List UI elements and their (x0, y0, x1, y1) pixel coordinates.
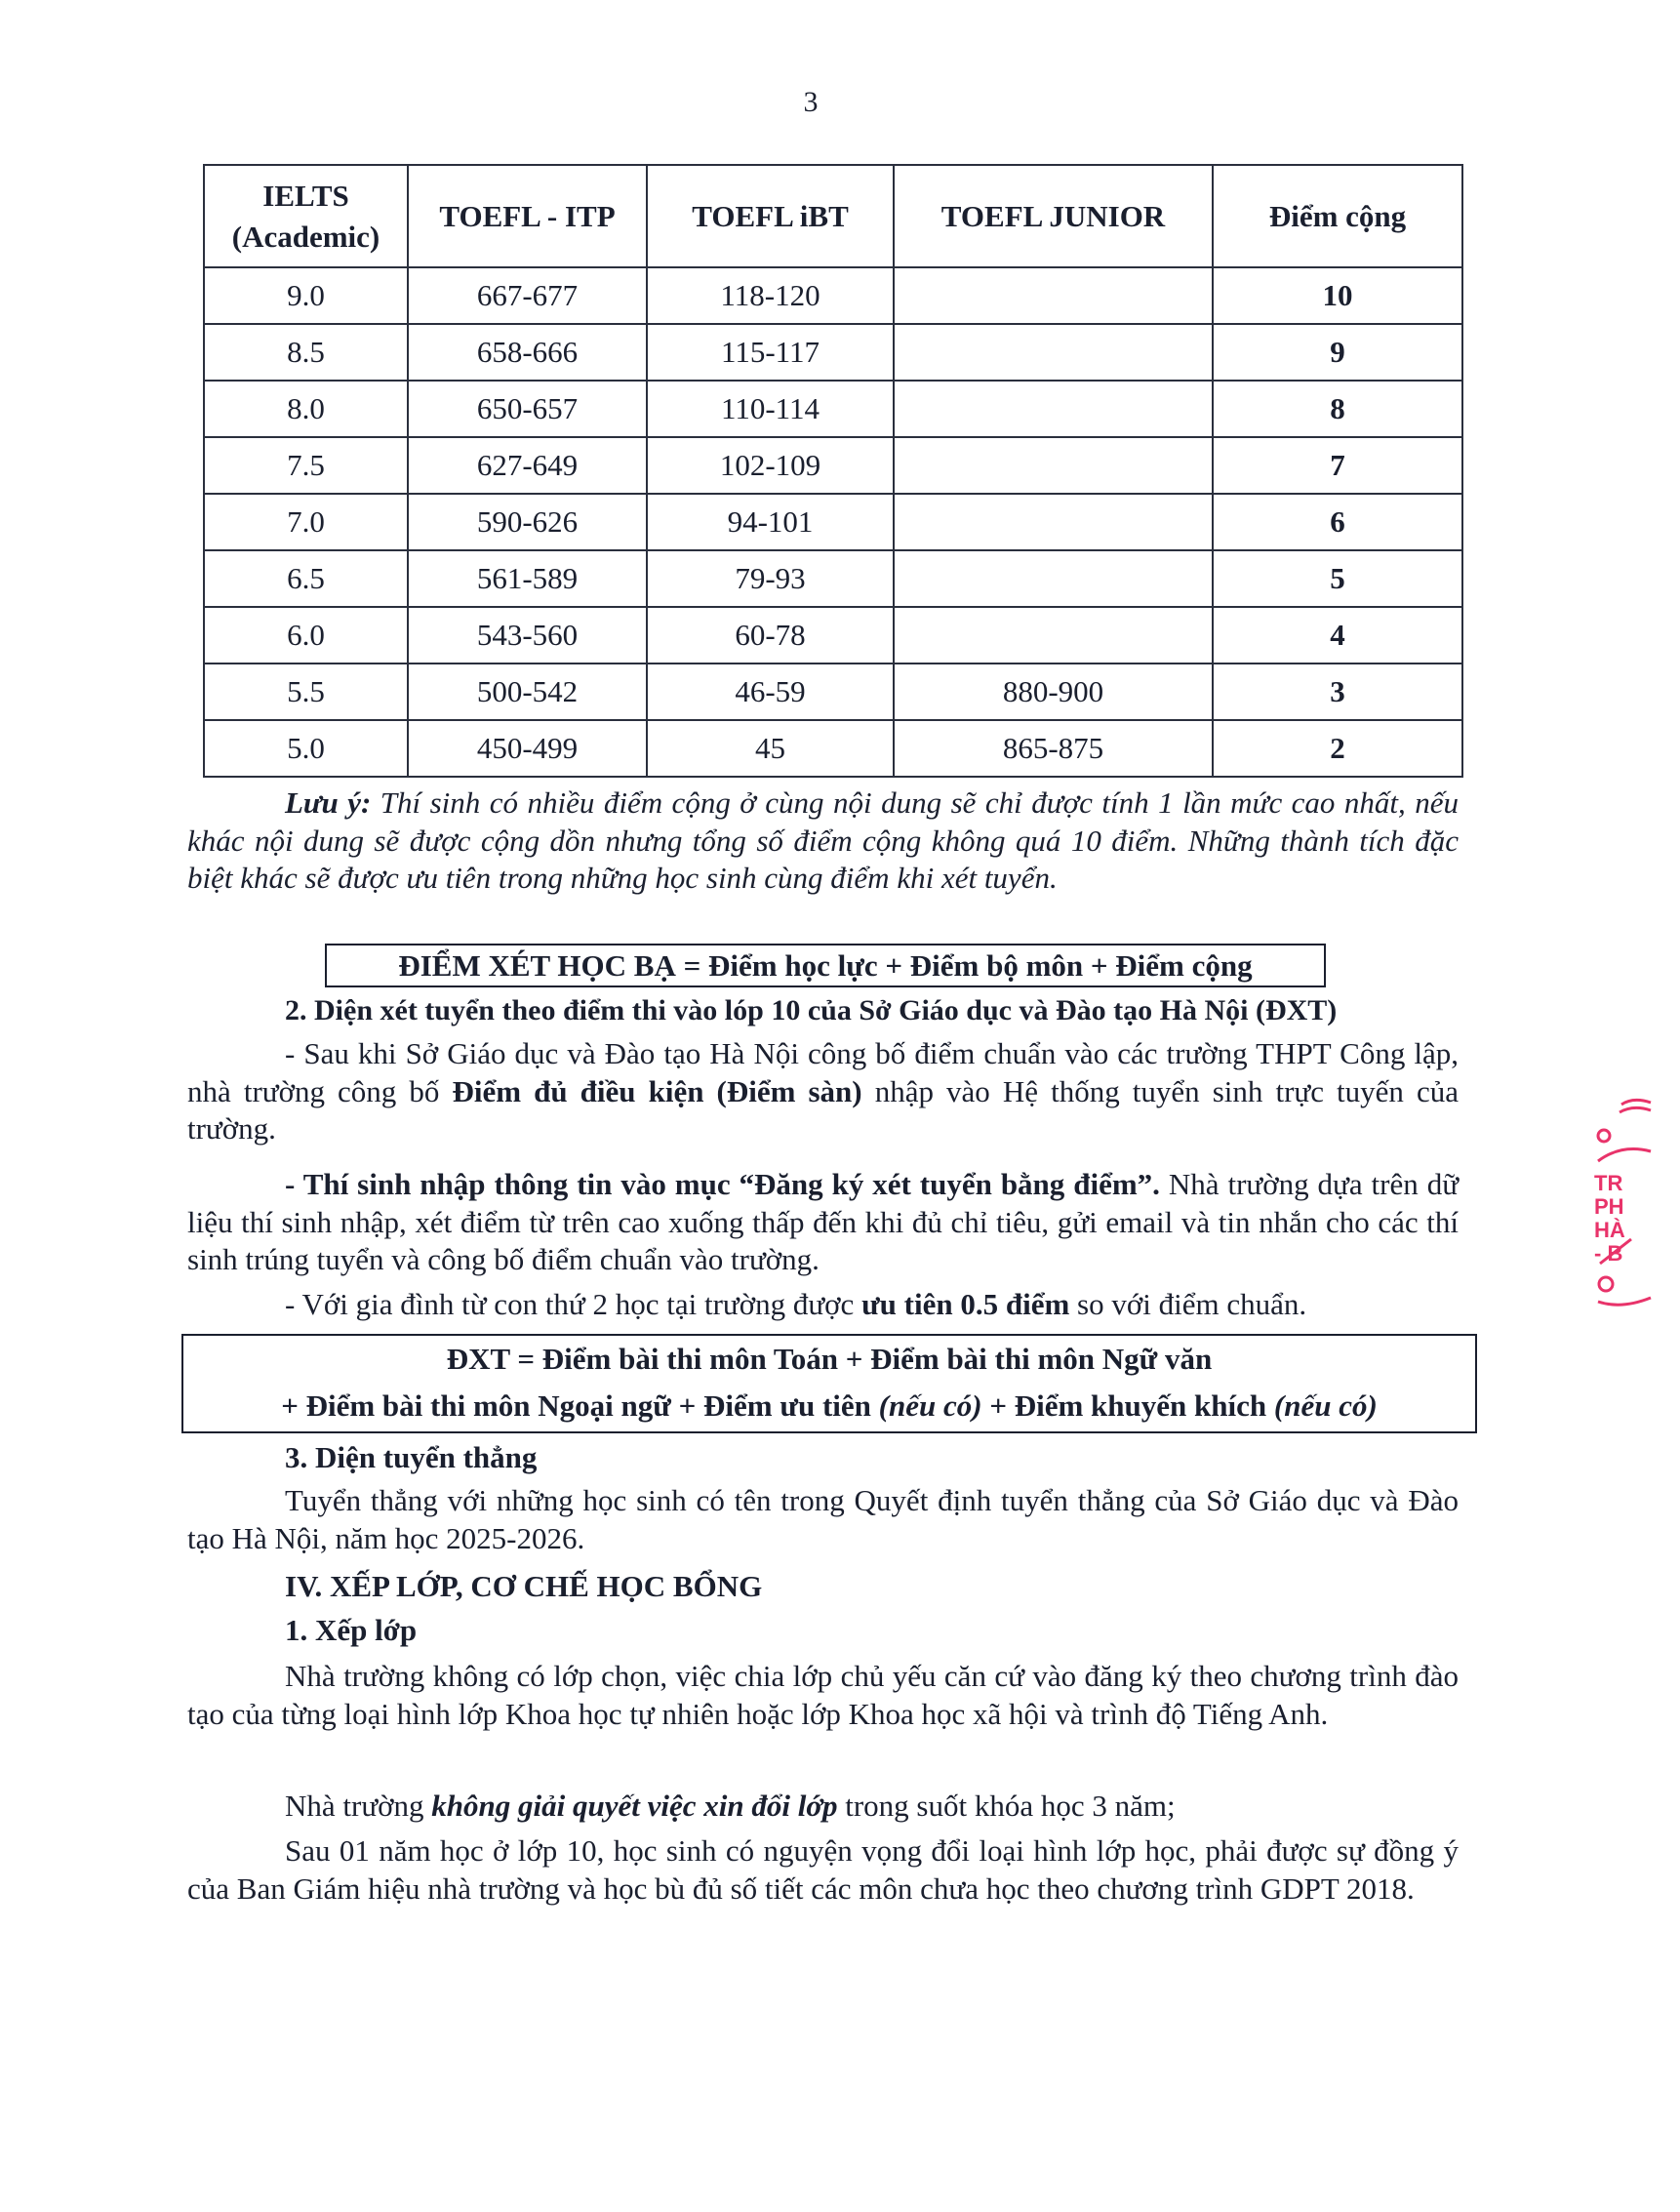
cell-diem-cong: 9 (1213, 324, 1462, 381)
cell-toefl-junior: 865-875 (894, 720, 1213, 777)
cell-toefl-junior (894, 607, 1213, 664)
section2-heading: 2. Diện xét tuyển theo điểm thi vào lóp 10 của Sở Giáo dục và Đào tạo Hà Nội (ĐXT) (285, 994, 1338, 1026)
section3-heading: 3. Diện tuyển thẳng (285, 1440, 538, 1474)
cell-ielts: 6.5 (204, 550, 408, 607)
p1-text-a: - Sau khi Sở Giáo dục và Đào tạo Hà Nội công bố điểm chuẩn vào các trường THPT Công lập, nhà trường công bố (187, 1036, 1459, 1108)
cell-toefl-itp: 450-499 (408, 720, 647, 777)
cell-diem-cong: 7 (1213, 437, 1462, 494)
section2-paragraph1 (187, 1035, 1459, 1148)
header-toefl-ibt: TOEFL iBT (647, 165, 894, 267)
cell-ielts: 8.5 (204, 324, 408, 381)
p2-text: Nhà trường dựa trên dữ liệu thí sinh nhập, xét điểm từ trên cao xuống thấp đến khi đủ chỉ tiêu, gửi email và tin nhắn cho các thí sinh trúng tuyển và công bố điểm chuẩn vào trường. (187, 1167, 1459, 1276)
cell-toefl-itp: 543-560 (408, 607, 647, 664)
section4-sub1-heading: 1. Xếp lớp (285, 1613, 418, 1647)
cell-ielts: 8.0 (204, 381, 408, 437)
p3-text-a: - Với gia đình từ con thứ 2 học tại trường được (285, 1287, 862, 1321)
table-header-row (204, 165, 1462, 267)
cell-toefl-junior (894, 494, 1213, 550)
cell-ielts: 5.0 (204, 720, 408, 777)
table-row (204, 381, 1462, 437)
cell-toefl-itp: 650-657 (408, 381, 647, 437)
section4-paragraph1: Nhà trường không có lớp chọn, việc chia lớp chủ yếu căn cứ vào đăng ký theo chương trình đào tạo của từng loại hình lớp Khoa học tự nhiên hoặc lớp Khoa học xã hội và trình độ Tiếng Anh. (187, 1659, 1459, 1731)
cell-toefl-junior (894, 437, 1213, 494)
cell-toefl-itp: 561-589 (408, 550, 647, 607)
formula-dxt-line1: ĐXT = Điểm bài thi môn Toán + Điểm bài thi môn Ngữ văn (446, 1342, 1213, 1376)
header-ielts-line2: (Academic) (231, 219, 380, 254)
cell-diem-cong: 3 (1213, 664, 1462, 720)
cell-toefl-ibt: 45 (647, 720, 894, 777)
header-toefl-junior: TOEFL JUNIOR (894, 165, 1213, 267)
cell-toefl-junior (894, 267, 1213, 324)
stamp-text: - B (1594, 1241, 1623, 1266)
cell-diem-cong: 6 (1213, 494, 1462, 550)
cell-toefl-ibt: 110-114 (647, 381, 894, 437)
p2-a: Nhà trường (285, 1789, 432, 1823)
p2-text-bold: - Thí sinh nhập thông tin vào mục “Đăng ký xét tuyển bằng điểm”. (285, 1167, 1160, 1201)
line2-a: + Điểm bài thi môn Ngoại ngữ + Điểm ưu tiên (281, 1388, 879, 1423)
cell-toefl-itp: 627-649 (408, 437, 647, 494)
cell-toefl-junior: 880-900 (894, 664, 1213, 720)
p2-c: trong suốt khóa học 3 năm; (837, 1789, 1176, 1823)
cell-diem-cong: 5 (1213, 550, 1462, 607)
cell-toefl-itp: 658-666 (408, 324, 647, 381)
cell-toefl-itp: 500-542 (408, 664, 647, 720)
cell-diem-cong: 2 (1213, 720, 1462, 777)
table-row (204, 494, 1462, 550)
table-row (204, 720, 1462, 777)
formula-hoc-ba-box: ĐIỂM XÉT HỌC BẠ = Điểm học lực + Điểm bộ môn + Điểm cộng (325, 944, 1326, 987)
score-conversion-table (203, 164, 1463, 778)
cell-toefl-ibt: 118-120 (647, 267, 894, 324)
cell-toefl-ibt: 79-93 (647, 550, 894, 607)
section3-paragraph: Tuyển thẳng với những học sinh có tên trong Quyết định tuyển thẳng của Sở Giáo dục và Đào tạo Hà Nội, năm học 2025-2026. (187, 1483, 1459, 1555)
p3-text-bold: ưu tiên 0.5 điểm (861, 1287, 1070, 1321)
note-paragraph (187, 784, 1459, 898)
line2-c: + Điểm khuyến khích (981, 1388, 1274, 1423)
cell-toefl-junior (894, 324, 1213, 381)
cell-toefl-itp: 590-626 (408, 494, 647, 550)
cell-ielts: 5.5 (204, 664, 408, 720)
p1-text-bold: Điểm đủ điều kiện (Điểm sàn) (452, 1073, 862, 1108)
cell-toefl-junior (894, 381, 1213, 437)
cell-ielts: 6.0 (204, 607, 408, 664)
section2-paragraph2 (187, 1166, 1459, 1279)
header-diem-cong: Điểm cộng (1213, 165, 1462, 267)
stamp-text: HÀ (1594, 1218, 1625, 1242)
cell-diem-cong: 8 (1213, 381, 1462, 437)
p3-text-c: so với điểm chuẩn. (1069, 1287, 1307, 1321)
cell-toefl-ibt: 102-109 (647, 437, 894, 494)
cell-toefl-ibt: 115-117 (647, 324, 894, 381)
stamp-text: PH (1594, 1194, 1624, 1219)
line2-b: (nếu có) (878, 1388, 982, 1423)
cell-toefl-junior (894, 550, 1213, 607)
header-toefl-itp: TOEFL - ITP (408, 165, 647, 267)
cell-ielts: 7.0 (204, 494, 408, 550)
table-row (204, 437, 1462, 494)
cell-ielts: 7.5 (204, 437, 408, 494)
cell-toefl-ibt: 94-101 (647, 494, 894, 550)
table-row (204, 664, 1462, 720)
cell-diem-cong: 10 (1213, 267, 1462, 324)
section2-paragraph3 (285, 1287, 1306, 1322)
page-number: 3 (803, 86, 819, 118)
note-label: Lưu ý: (285, 785, 372, 820)
table-row (204, 324, 1462, 381)
cell-ielts: 9.0 (204, 267, 408, 324)
header-ielts (204, 165, 408, 267)
section4-paragraph2 (285, 1789, 1176, 1824)
cell-toefl-itp: 667-677 (408, 267, 647, 324)
formula-dxt-box (181, 1334, 1477, 1433)
section4-paragraph3: Sau 01 năm học ở lớp 10, học sinh có nguyện vọng đổi loại hình lớp học, phải được sự đồng ý của Ban Giám hiệu nhà trường và học bù đủ số tiết các môn chưa học theo chương trình GDPT 2018. (187, 1833, 1459, 1906)
cell-toefl-ibt: 46-59 (647, 664, 894, 720)
cell-diem-cong: 4 (1213, 607, 1462, 664)
red-stamp (1592, 1093, 1625, 1322)
line2-d: (nếu có) (1273, 1388, 1378, 1423)
table-row (204, 550, 1462, 607)
cell-toefl-ibt: 60-78 (647, 607, 894, 664)
stamp-icon (1592, 1093, 1680, 1322)
table-row (204, 607, 1462, 664)
p1-text-c: nhập vào Hệ thống tuyển sinh trực tuyến của trường. (187, 1073, 1459, 1146)
p2-b: không giải quyết việc xin đổi lớp (431, 1789, 838, 1823)
stamp-text: TR (1594, 1171, 1623, 1195)
formula-dxt-line2 (183, 1383, 1475, 1429)
note-text: Thí sinh có nhiều điểm cộng ở cùng nội dung sẽ chỉ được tính 1 lần mức cao nhất, nếu khác nội dung sẽ được cộng dồn nhưng tổng số điểm cộng không quá 10 điểm. Những thành tích đặc biệt khác sẽ được ưu tiên trong những học sinh cùng điểm khi xét tuyển. (187, 785, 1459, 895)
table-row (204, 267, 1462, 324)
section4-heading: IV. XẾP LỚP, CƠ CHẾ HỌC BỔNG (285, 1569, 763, 1603)
header-ielts-line1: IELTS (262, 178, 349, 213)
